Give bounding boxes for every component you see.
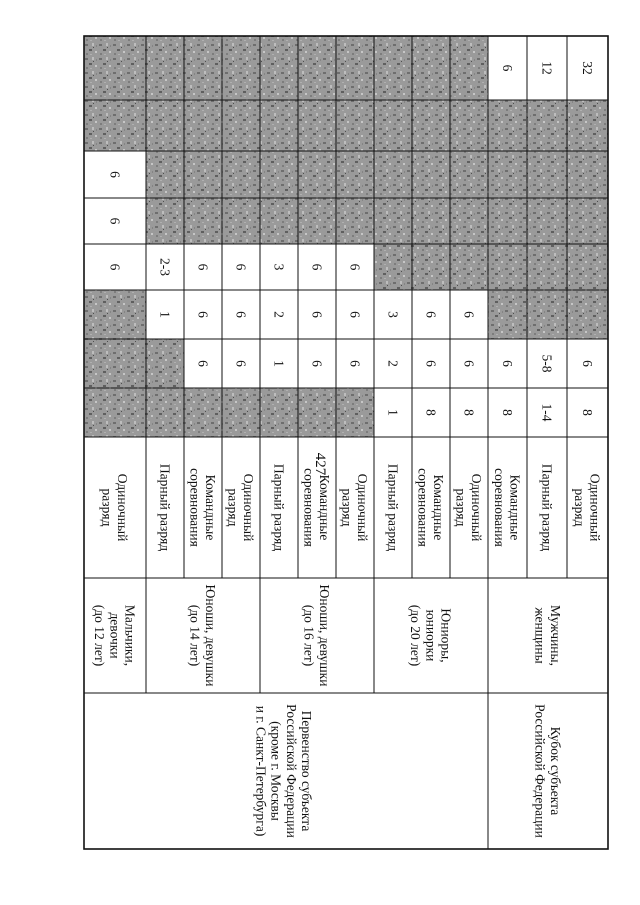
shaded-cell: [184, 151, 222, 198]
discipline-label-line: Одиночный: [354, 473, 370, 542]
shaded-cell: [488, 151, 527, 198]
discipline-label: [492, 468, 522, 547]
shaded-cell: [488, 100, 527, 151]
shaded-cell: [412, 198, 450, 244]
shaded-cell: [412, 151, 450, 198]
value-cell: 8: [499, 409, 515, 416]
value-cell: 8: [579, 409, 595, 416]
shaded-cell: [146, 151, 184, 198]
shaded-cell: [184, 388, 222, 437]
shaded-cell: [527, 244, 567, 290]
shaded-cell: [567, 100, 608, 151]
shaded-cell: [222, 151, 260, 198]
value-cell: 3: [385, 311, 401, 318]
discipline-label: [539, 464, 554, 551]
shaded-cell: [260, 151, 298, 198]
discipline-label-line: разряд: [99, 488, 115, 527]
shaded-cell: [336, 388, 374, 437]
value-cell: 1: [157, 311, 173, 318]
discipline-label-line: Командные: [202, 474, 218, 541]
shaded-cell: [567, 290, 608, 339]
discipline-label-line: Одиночный: [240, 473, 256, 542]
value-cell: 6: [195, 263, 211, 271]
shaded-cell: [374, 198, 412, 244]
shaded-cell: [146, 198, 184, 244]
shaded-cell: [146, 339, 184, 388]
shaded-cell: [336, 151, 374, 198]
competition-label: [254, 704, 314, 838]
value-cell: 6: [423, 360, 439, 367]
discipline-label: [157, 464, 172, 551]
discipline-label-line: Командные: [507, 474, 523, 541]
shaded-cell: [450, 244, 488, 290]
shaded-cell: [184, 198, 222, 244]
shaded-cell: [184, 36, 222, 100]
value-cell: 1-4: [539, 403, 555, 422]
shaded-cell: [527, 290, 567, 339]
discipline-label-line: разряд: [339, 488, 355, 527]
discipline-label-line: Одиночный: [468, 473, 484, 542]
value-cell: 6: [309, 263, 325, 271]
shaded-cell: [374, 244, 412, 290]
discipline-label-line: разряд: [572, 488, 588, 527]
shaded-cell: [298, 36, 336, 100]
shaded-cell: [488, 198, 527, 244]
shaded-cell: [412, 244, 450, 290]
value-cell: 12: [539, 61, 555, 75]
shaded-cell: [84, 290, 146, 339]
shaded-cell: [567, 244, 608, 290]
value-cell: 2: [385, 360, 401, 367]
discipline-label-line: Парный разряд: [271, 463, 287, 552]
value-cell: 6: [499, 64, 515, 72]
shaded-cell: [184, 100, 222, 151]
age-group-label-line: (до 20 лет): [408, 604, 424, 667]
competition-label-line: Кубок субъекта: [547, 726, 563, 816]
value-cell: 32: [579, 61, 595, 75]
value-cell: 6: [347, 360, 363, 367]
value-cell: 6: [107, 217, 123, 225]
shaded-cell: [146, 388, 184, 437]
discipline-label-line: Парный разряд: [539, 463, 555, 552]
value-cell: 1: [385, 409, 401, 416]
shaded-cell: [450, 198, 488, 244]
discipline-label: [188, 468, 218, 547]
value-cell: 6: [233, 311, 249, 318]
page-number: 427: [312, 452, 328, 476]
discipline-label: [385, 464, 400, 551]
age-group-label: [302, 585, 332, 687]
shaded-cell: [336, 198, 374, 244]
shaded-cell: [527, 100, 567, 151]
discipline-label-line: соревнования: [187, 468, 203, 547]
shaded-cell: [488, 290, 527, 339]
ranking-table: [84, 36, 608, 849]
discipline-label-line: соревнования: [492, 468, 508, 547]
discipline-label-line: Одиночный: [114, 473, 130, 542]
age-group-label: [188, 585, 218, 687]
shaded-cell: [412, 36, 450, 100]
discipline-label-line: разряд: [225, 488, 241, 527]
value-cell: 6: [195, 311, 211, 318]
shaded-cell: [336, 36, 374, 100]
age-group-label-line: Юноши, девушки: [316, 584, 332, 687]
shaded-cell: [450, 151, 488, 198]
shaded-cell: [222, 36, 260, 100]
age-group-label-line: Мужчины,: [547, 605, 563, 666]
age-group-label-line: юниорки: [423, 609, 439, 662]
shaded-cell: [146, 36, 184, 100]
age-group-label: [533, 605, 563, 666]
value-cell: 2: [271, 311, 287, 318]
shaded-cell: [84, 339, 146, 388]
value-cell: 6: [233, 360, 249, 367]
competition-label-line: Первенство субъекта: [298, 710, 314, 832]
discipline-label-line: Командные: [430, 474, 446, 541]
value-cell: 6: [461, 360, 477, 367]
discipline-label-line: соревнования: [301, 468, 317, 547]
discipline-label-line: Парный разряд: [157, 463, 173, 552]
shaded-cell: [222, 198, 260, 244]
shaded-cell: [260, 100, 298, 151]
discipline-label: [454, 474, 484, 542]
age-group-label-line: женщины: [532, 607, 548, 664]
age-group-label-line: Мальчики,: [122, 604, 138, 667]
shaded-cell: [450, 100, 488, 151]
age-group-label-line: (до 16 лет): [301, 604, 317, 667]
shaded-cell: [222, 100, 260, 151]
shaded-cell: [260, 198, 298, 244]
value-cell: 6: [195, 360, 211, 367]
shaded-cell: [260, 388, 298, 437]
age-group-label-line: Юноши, девушки: [202, 584, 218, 687]
shaded-cell: [567, 198, 608, 244]
discipline-label-line: разряд: [453, 488, 469, 527]
value-cell: 6: [107, 171, 123, 178]
value-cell: 6: [423, 311, 439, 318]
shaded-cell: [450, 36, 488, 100]
shaded-cell: [374, 151, 412, 198]
value-cell: 8: [461, 409, 477, 416]
value-cell: 6: [233, 263, 249, 271]
age-group-label: [408, 605, 453, 667]
value-cell: 5-8: [539, 354, 555, 373]
age-group-label-line: девочки: [107, 612, 123, 659]
discipline-label: [416, 468, 446, 547]
value-cell: 2-3: [157, 258, 173, 276]
discipline-label: [340, 474, 370, 542]
discipline-label: [572, 474, 602, 542]
discipline-label-line: Парный разряд: [385, 463, 401, 552]
age-group-label-line: (до 12 лет): [92, 604, 108, 667]
competition-label-line: Российской Федерации: [283, 704, 299, 838]
value-cell: 3: [271, 263, 287, 271]
shaded-cell: [298, 388, 336, 437]
value-cell: 1: [271, 360, 287, 367]
discipline-label: [302, 468, 332, 547]
shaded-cell: [336, 100, 374, 151]
discipline-label: [226, 474, 256, 542]
shaded-cell: [298, 151, 336, 198]
competition-label-line: и г. Санкт-Петербурга): [253, 705, 269, 837]
discipline-label: [100, 474, 130, 542]
shaded-cell: [527, 198, 567, 244]
age-group-label: [92, 605, 137, 667]
age-group-label-line: Юниоры,: [438, 608, 454, 663]
value-cell: 6: [579, 360, 595, 367]
shaded-cell: [84, 36, 146, 100]
value-cell: 6: [309, 311, 325, 318]
shaded-cell: [84, 388, 146, 437]
shaded-cell: [374, 36, 412, 100]
age-group-label-line: (до 14 лет): [187, 604, 203, 667]
competition-label-line: (кроме г. Москвы: [268, 721, 284, 821]
value-cell: 6: [309, 360, 325, 367]
discipline-label-line: Одиночный: [587, 473, 603, 542]
shaded-cell: [260, 36, 298, 100]
value-cell: 6: [461, 311, 477, 318]
value-cell: 6: [347, 311, 363, 318]
value-cell: 6: [107, 263, 123, 271]
discipline-label-line: Командные: [316, 474, 332, 541]
competition-label: [533, 704, 563, 838]
value-cell: 6: [347, 263, 363, 271]
value-cell: 6: [499, 360, 515, 367]
shaded-cell: [222, 388, 260, 437]
shaded-cell: [488, 244, 527, 290]
competition-label-line: Российской Федерации: [532, 704, 548, 838]
value-cell: 8: [423, 409, 439, 416]
shaded-cell: [412, 100, 450, 151]
discipline-label-line: соревнования: [415, 468, 431, 547]
shaded-cell: [567, 151, 608, 198]
shaded-cell: [84, 100, 146, 151]
shaded-cell: [374, 100, 412, 151]
shaded-cell: [298, 198, 336, 244]
shaded-cell: [146, 100, 184, 151]
discipline-label: [271, 464, 286, 551]
shaded-cell: [298, 100, 336, 151]
shaded-cell: [527, 151, 567, 198]
